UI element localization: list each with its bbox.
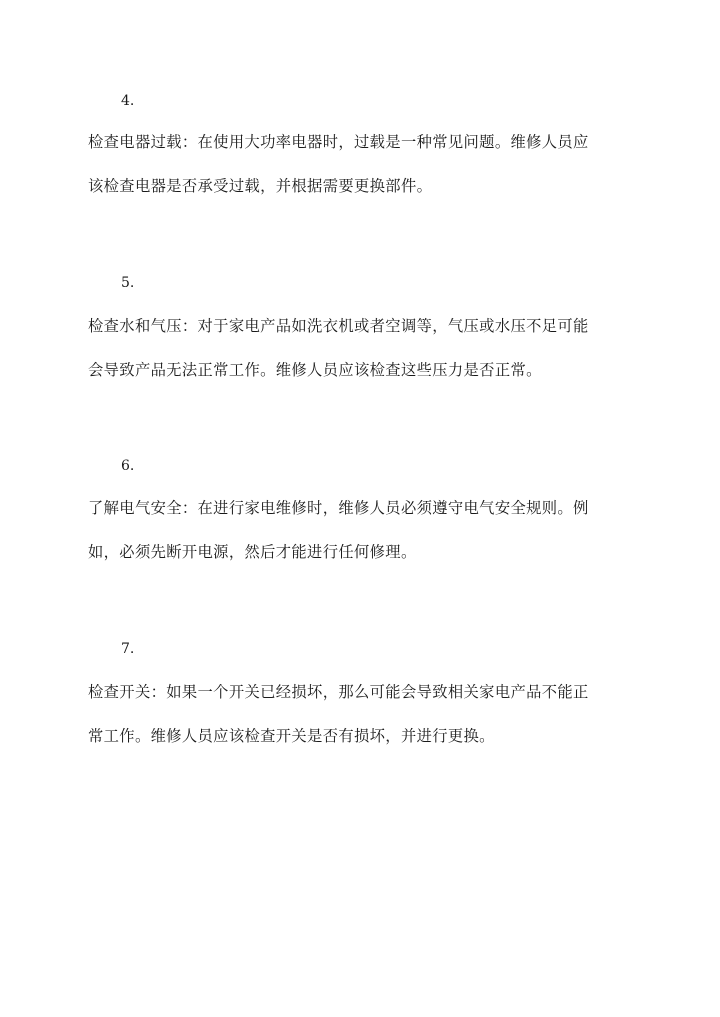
item-number: 5. [121, 275, 135, 291]
item-text-line: 检查水和气压：对于家电产品如洗衣机或者空调等，气压或水压不足可能 [88, 317, 589, 335]
item-text-line: 如，必须先断开电源，然后才能进行任何修理。 [88, 543, 417, 561]
item-number: 7. [121, 641, 135, 657]
item-text-line: 了解电气安全：在进行家电维修时，维修人员必须遵守电气安全规则。例 [88, 499, 589, 517]
item-text-line: 常工作。维修人员应该检查开关是否有损坏，并进行更换。 [88, 727, 495, 745]
item-text-line: 会导致产品无法正常工作。维修人员应该检查这些压力是否正常。 [88, 361, 542, 379]
item-number: 6. [121, 458, 135, 474]
item-text-line: 检查开关：如果一个开关已经损坏，那么可能会导致相关家电产品不能正 [88, 683, 589, 701]
item-number: 4. [121, 93, 135, 109]
item-text-line: 该检查电器是否承受过载，并根据需要更换部件。 [88, 177, 433, 195]
item-text-line: 检查电器过载：在使用大功率电器时，过载是一种常见问题。维修人员应 [88, 133, 589, 151]
